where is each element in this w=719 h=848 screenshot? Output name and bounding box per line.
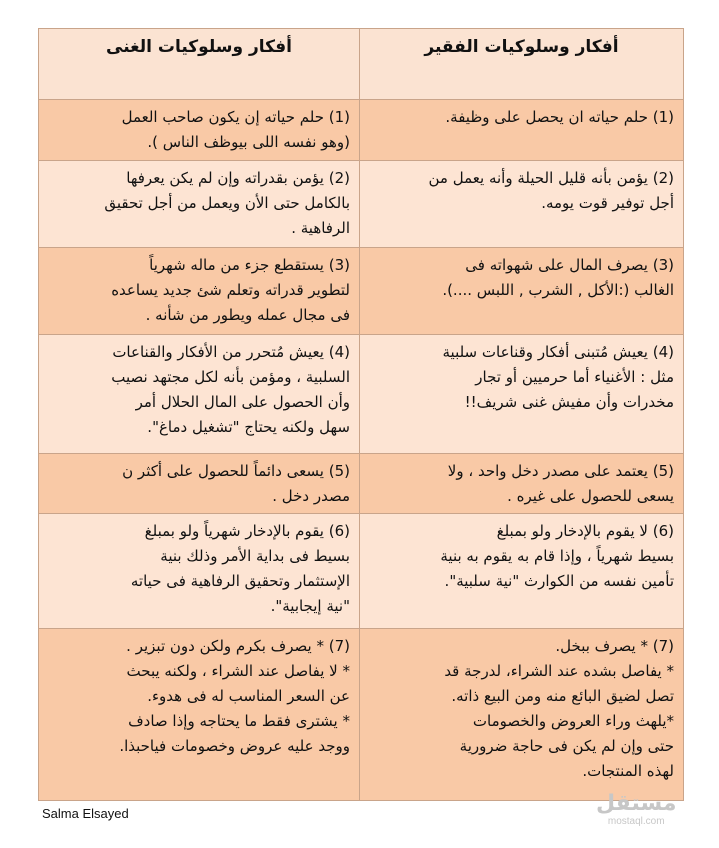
table-header-row [39, 29, 684, 100]
cell-rich: (7) * يصرف بكرم ولكن دون تبزير . * لا يفاصل عند الشراء ، ولكنه يبحث عن السعر المناسب له فى هدوء. * يشترى فقط ما يحتاجه وإذا صادف ووجد عليه عروض وخصومات فياحبذا. [39, 629, 360, 801]
comparison-sheet [38, 28, 683, 801]
header-rich: أفكار وسلوكيات الغنى [39, 29, 360, 100]
cell-poor: (3) يصرف المال على شهواته فى الغالب (:الأكل , الشرب , اللبس ....). [360, 248, 684, 335]
table-row [39, 335, 684, 454]
cell-rich: (2) يؤمن بقدراته وإن لم يكن يعرفها بالكامل حتى الأن ويعمل من أجل تحقيق الرفاهية . [39, 161, 360, 248]
cell-poor: (1) حلم حياته ان يحصل على وظيفة. [360, 100, 684, 161]
cell-poor: (6) لا يقوم بالإدخار ولو بمبلغ بسيط شهرياً ، وإذا قام به يقوم به بنية تأمين نفسه من الكوارث "نية سلبية". [360, 514, 684, 629]
table-row [39, 100, 684, 161]
cell-poor: (5) يعتمد على مصدر دخل واحد ، ولا يسعى للحصول على غيره . [360, 454, 684, 514]
cell-poor: (2) يؤمن بأنه قليل الحيلة وأنه يعمل من أجل توفير قوت يومه. [360, 161, 684, 248]
table-row [39, 514, 684, 629]
cell-rich: (3) يستقطع جزء من ماله شهرياً لتطوير قدراته وتعلم شئ جديد يساعده فى مجال عمله ويطور من شأنه . [39, 248, 360, 335]
logo-arabic: مستقل [596, 791, 677, 816]
header-poor: أفكار وسلوكيات الفقير [360, 29, 684, 100]
table-row [39, 629, 684, 801]
cell-poor: (7) * يصرف ببخل. * يفاصل بشده عند الشراء، لدرجة قد تصل لضيق البائع منه ومن البيع ذاته. *يلهث وراء العروض والخصومات حتى وإن لم يكن فى حاجة ضرورية لهذه المنتجات. [360, 629, 684, 801]
logo-domain: mostaql.com [607, 816, 665, 827]
cell-rich: (6) يقوم بالإدخار شهرياً ولو بمبلغ بسيط فى بداية الأمر وذلك بنية الإستثمار وتحقيق الرفاهية فى حياته "نية إيجابية". [39, 514, 360, 629]
table-row [39, 248, 684, 335]
table-row [39, 454, 684, 514]
author-name: Salma Elsayed [42, 806, 129, 821]
mostaql-watermark [596, 792, 676, 828]
cell-rich: (1) حلم حياته إن يكون صاحب العمل (وهو نفسه اللى بيوظف الناس ). [39, 100, 360, 161]
cell-rich: (5) يسعى دائماً للحصول على أكثر ن مصدر دخل . [39, 454, 360, 514]
comparison-table [38, 28, 684, 801]
table-row [39, 161, 684, 248]
cell-poor: (4) يعيش مُتبنى أفكار وقناعات سلبية مثل : الأغنياء أما حرميين أو تجار مخدرات وأن مفيش غنى شريف!! [360, 335, 684, 454]
cell-rich: (4) يعيش مُتحرر من الأفكار والقناعات السلبية ، ومؤمن بأنه لكل مجتهد نصيب وأن الحصول على المال الحلال أمر سهل ولكنه يحتاج "تشغيل دماغ". [39, 335, 360, 454]
